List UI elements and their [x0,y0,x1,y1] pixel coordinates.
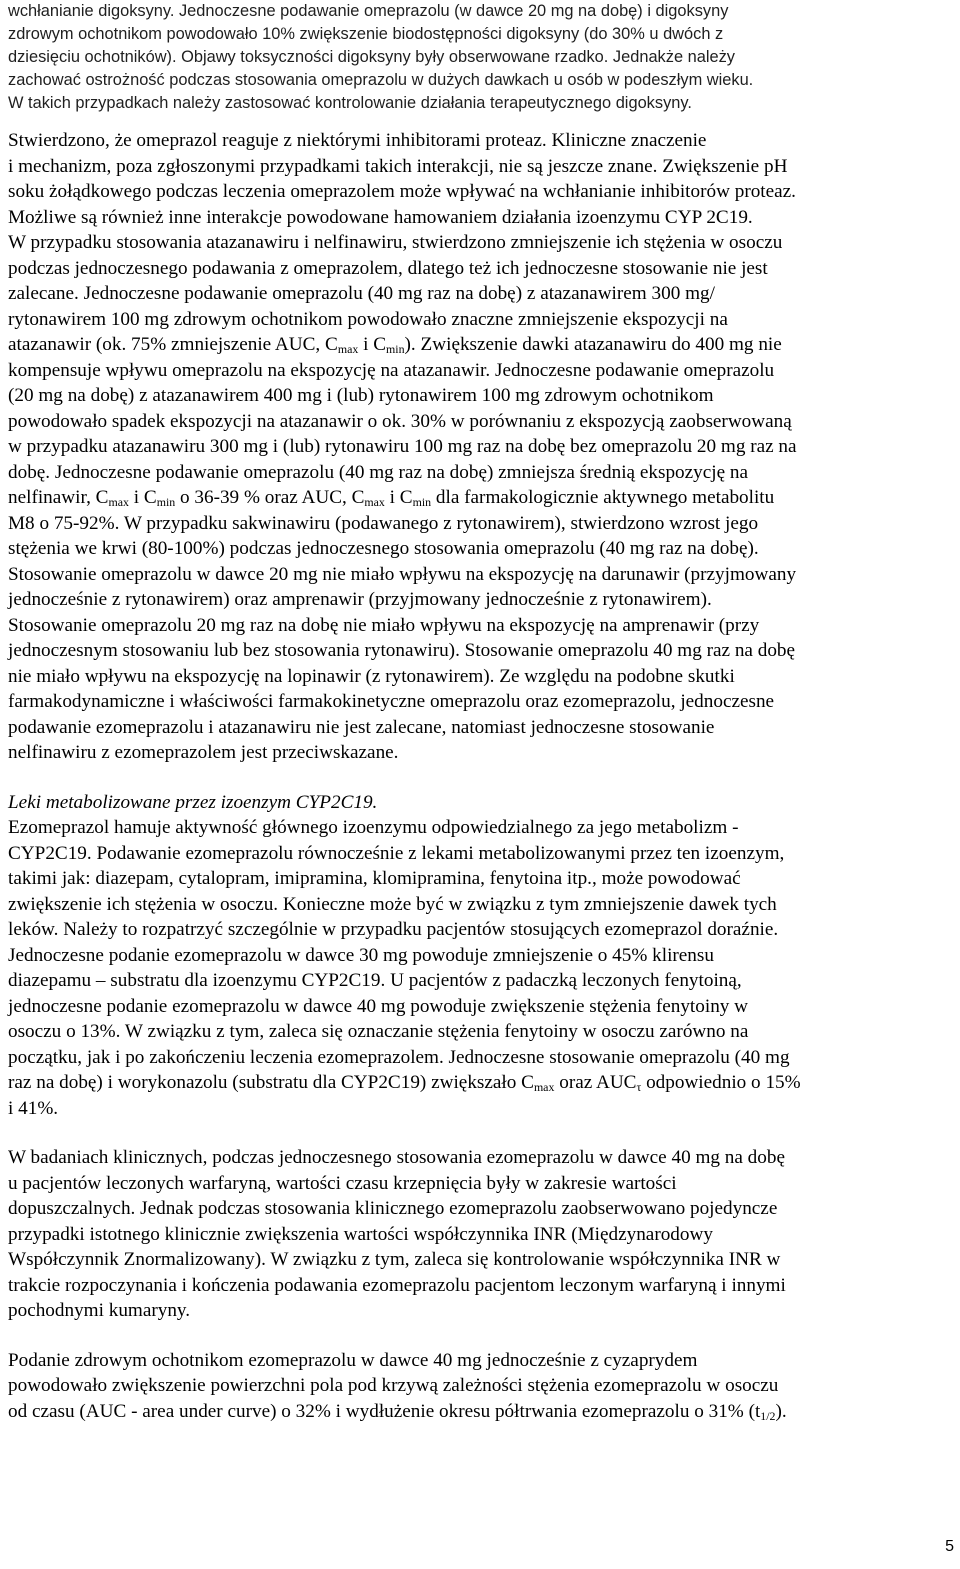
paragraph-protease-inhibitors [8,128,956,766]
text-line: zdrowym ochotnikom powodowało 10% zwiększenie biodostępności digoksyny (do 30% u dwóch z [8,25,724,43]
text-line: nelfinawiru z ezomeprazolem jest przeciwskazane. [8,742,399,763]
text-line: podczas jednoczesnego podawania z omeprazolem, dlatego też ich jednoczesne stosowanie nie jest [8,257,768,279]
text-line: takimi jak: diazepam, cytalopram, imipramina, klomipramina, fenytoina itp., może powodować [8,868,741,889]
text-line: kompensuje wpływu omeprazolu na ekspozycję na atazanawir. Jednoczesne podawanie omeprazolu [8,359,775,381]
text-line: Współczynnik Znormalizowany). W związku z tym, zaleca się kontrolowanie współczynnika INR w [8,1249,781,1270]
text-line: zachować ostrożność podczas stosowania omeprazolu w dużych dawkach u osób w podeszłym wieku. [8,71,754,89]
text-line: i mechanizm, poza zgłoszonymi przypadkami takich interakcji, nie są jeszcze znane. Zwiększenie pH [8,155,788,177]
text-line: rytonawirem 100 mg zdrowym ochotnikom powodowało znaczne zmniejszenie ekspozycji na [8,308,728,330]
text-line: leków. Należy to rozpatrzyć szczególnie w przypadku pacjentów stosujących ezomeprazol doraźnie. [8,919,779,940]
section-cyp2c19 [8,790,956,1122]
text-line: trakcie rozpoczynania i kończenia podawania ezomeprazolu pacjentom leczonym warfaryną i innymi [8,1274,786,1296]
text-line: soku żołądkowego podczas leczenia omeprazolem może wpływać na wchłanianie inhibitorów proteaz. [8,181,796,202]
text-line: u pacjentów leczonych warfaryną, wartości czasu krzepnięcia były w zakresie wartości [8,1172,677,1194]
text-line: jednoczesnym stosowaniu lub bez stosowania rytonawiru). Stosowanie omeprazolu 40 mg raz na dobę [8,640,796,661]
text-line: raz na dobę) i worykonazolu (substratu dla CYP2C19) zwiększało $C_{max}$ oraz $AUC_\tau$ odpowiednio o 15% [8,1072,801,1094]
page-number: 5 [945,1538,954,1555]
text-line: Stosowanie omeprazolu 20 mg raz na dobę nie miało wpływu na ekspozycję na amprenawir (przy [8,614,760,636]
text-line: zwiększenie ich stężenia w osoczu. Konieczne może być w związku z tym zmniejszenie dawek tych [8,893,777,915]
text-line: zalecane. Jednoczesne podawanie omeprazolu (40 mg raz na dobę) z atazanawirem 300 mg/ [8,283,715,304]
text-line: W takich przypadkach należy zastosować kontrolowanie działania terapeutycznego digoksyny. [8,94,692,112]
text-line: dobę. Jednoczesne podawanie omeprazolu (40 mg raz na dobę) zmniejsza średnią ekspozycję na [8,461,749,483]
text-line: osoczu o 13%. W związku z tym, zaleca się oznaczanie stężenia fenytoiny w osoczu zarówno na [8,1021,749,1042]
text-line: początku, jak i po zakończeniu leczenia ezomeprazolem. Jednoczesne stosowanie omeprazolu (40 mg [8,1046,790,1068]
text-line: Stwierdzono, że omeprazol reaguje z niektórymi inhibitorami proteaz. Kliniczne znaczenie [8,130,707,151]
text-line: powodowało spadek ekspozycji na atazanawir o ok. 30% w porównaniu z ekspozycją zaobserwowaną [8,410,792,432]
text-line: (20 mg na dobę) z atazanawirem 400 mg i (lub) rytonawirem 100 mg zdrowym ochotnikom [8,385,714,406]
text-line: stężenia we krwi (80-100%) podczas jednoczesnego stosowania omeprazolu (40 mg raz na dobę). [8,538,759,559]
text-line: Stosowanie omeprazolu w dawce 20 mg nie miało wpływu na ekspozycję na darunawir (przyjmowany [8,563,797,585]
text-line: dziesięciu ochotników). Objawy toksyczności digoksyny były obserwowane rzadko. Jednakże należy [8,48,735,66]
text-line: od czasu (AUC - area under curve) o 32% i wydłużenie okresu półtrwania ezomeprazolu o 31% $(t_{1/2})$. [8,1400,787,1423]
text-line: Podanie zdrowym ochotnikom ezomeprazolu w dawce 40 mg jednocześnie z cyzaprydem [8,1349,698,1371]
text-line: wchłanianie digoksyny. Jednoczesne podawanie omeprazolu (w dawce 20 mg na dobę) i digoksyny [8,2,729,20]
text-line: jednocześnie z rytonawirem) oraz amprenawir (przyjmowany jednocześnie z rytonawirem). [8,589,712,610]
text-line: w przypadku atazanawiru 300 mg i (lub) rytonawiru 100 mg raz na dobę bez omeprazolu 20 mg raz na [8,436,797,457]
text-line: atazanawir (ok. 75% zmniejszenie AUC, $C_{max}$ i $C_{min}$). Zwiększenie dawki atazanawiru do 400 mg nie [8,334,782,356]
paragraph-warfarin [8,1145,956,1324]
text-line: Jednoczesne podanie ezomeprazolu w dawce 30 mg powoduje zmniejszenie o 45% klirensu [8,944,714,966]
text-line: W przypadku stosowania atazanawiru i nelfinawiru, stwierdzono zmniejszenie ich stężenia w osoczu [8,232,783,253]
text-line: Ezomeprazol hamuje aktywność głównego izoenzymu odpowiedzialnego za jego metabolizm - [8,817,739,838]
text-line: przypadki istotnego klinicznie zwiększenia wartości współczynnika INR (Międzynarodowy [8,1223,713,1245]
text-line: pochodnymi kumaryny. [8,1300,191,1321]
text-line: podawanie ezomeprazolu i atazanawiru nie jest zalecane, natomiast jednoczesne stosowanie [8,716,715,738]
text-line: jednoczesne podanie ezomeprazolu w dawce 40 mg powoduje zwiększenie stężenia fenytoiny w [8,995,749,1017]
text-line: CYP2C19. Podawanie ezomeprazolu równocześnie z lekami metabolizowanymi przez ten izoenzym, [8,842,785,864]
paragraph-cisapride [8,1348,956,1425]
document-page [8,0,956,1424]
section-heading: Leki metabolizowane przez izoenzym CYP2C19. [8,791,378,813]
text-line: nelfinawir, $C_{max}$ i $C_{min}$ o 36-39 % oraz AUC, $C_{max}$ i $C_{min}$ dla farmakologicznie aktywnego metabolitu [8,487,775,509]
text-line: powodowało zwiększenie powierzchni pola pod krzywą zależności stężenia ezomeprazolu w osoczu [8,1375,779,1396]
text-line: M8 o 75-92%. W przypadku sakwinawiru (podawanego z rytonawirem), stwierdzono wzrost jego [8,512,759,534]
text-line: Możliwe są również inne interakcje powodowane hamowaniem działania izoenzymu CYP 2C19. [8,206,753,228]
text-line: nie miało wpływu na ekspozycję na lopinawir (z rytonawirem). Ze względu na podobne skutki [8,665,735,687]
text-line: diazepamu – substratu dla izoenzymu CYP2C19. U pacjentów z padaczką leczonych fenytoiną, [8,970,742,991]
text-line: i 41%. [8,1097,59,1119]
text-line: W badaniach klinicznych, podczas jednoczesnego stosowania ezomeprazolu w dawce 40 mg na dobę [8,1147,785,1168]
text-line: dopuszczalnych. Jednak podczas stosowania klinicznego ezomeprazolu zaobserwowano pojedyncze [8,1198,778,1219]
paragraph-digoxin [8,0,956,115]
text-line: farmakodynamiczne i właściwości farmakokinetyczne omeprazolu oraz ezomeprazolu, jednoczesne [8,691,775,712]
